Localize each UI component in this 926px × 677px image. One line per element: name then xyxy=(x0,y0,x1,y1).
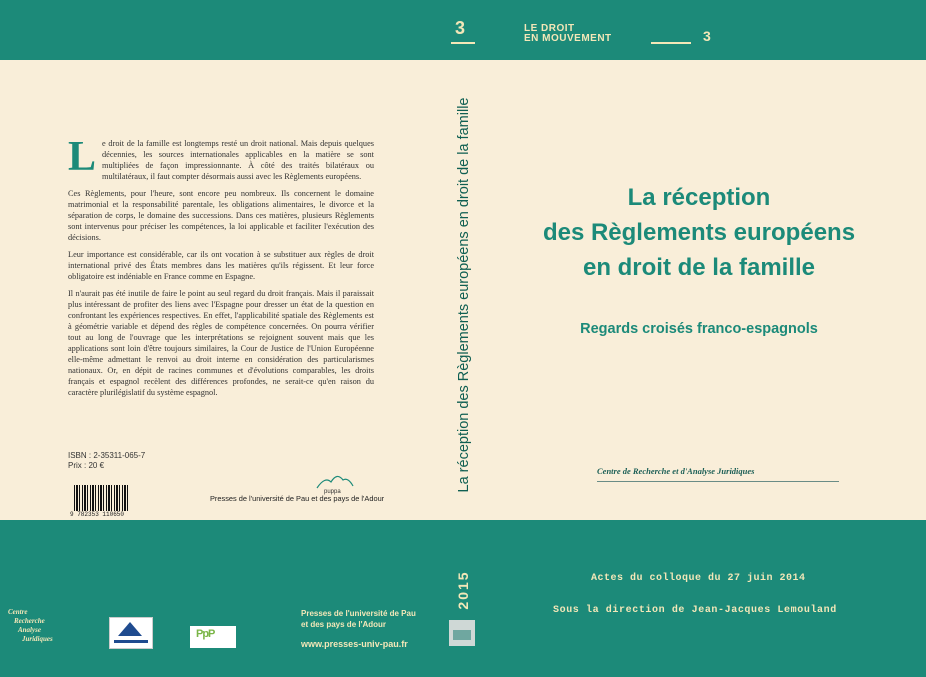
publisher-back: Presses de l'université de Pau et des pays de l'Adour xyxy=(210,494,385,503)
back-paragraph-3: Leur importance est considérable, car ils ont vocation à se substituer aux règles de droit international privé des États membres dans les matières qu'ils régissent. Et leur force obligatoire est indéniable en France comme en Espagne. xyxy=(68,250,374,281)
university-logo xyxy=(109,617,153,649)
paragraph-1-text: e droit de la famille est longtemps resté un droit national. Mais depuis quelques décennies, les sources internationales applicables en la matière se sont multipliées de façon impressionnante. À côté des traités bilatéraux ou multilatéraux, il faut compter désormais aussi avec les Règlements européens. xyxy=(102,139,374,181)
publisher-url: www.presses-univ-pau.fr xyxy=(301,639,408,649)
back-paragraph-4: Il n'aurait pas été inutile de faire le point au seul regard du droit français. Mais il paraissait plus intéressant de profiter des liens avec l'Espagne pour dresser un état de la question en confrontant les expériences respectives. En effet, l'applicabilité spatiale des Règlements est à géométrie variable et dépend des règles de compétence concernées. On pourra vérifier tout au long de l'ouvrage que les interprétations se rejoignent souvent mais que les applications sont loin d'être toujours similaires, la Cour de Justice de l'Union Européenne elle-même admettant le renvoi au droit interne en considération des particularismes nationaux. Or, en dépit de racines communes et d'évolutions comparables, les droits français et espagnol recèlent des différences profondes, ne serait-ce qu'en raison du caractère plurilégislatif du système espagnol. xyxy=(68,289,374,397)
research-center-rule xyxy=(597,481,839,482)
title-line-1: La réception xyxy=(627,184,771,211)
series-logo-line1: LE DROIT xyxy=(524,23,575,34)
publisher-line-1: Presses de l'université de Pau xyxy=(301,609,416,618)
spine-logo xyxy=(449,620,475,646)
crej-logo xyxy=(8,608,53,644)
back-paragraph-2: Ces Règlements, pour l'heure, sont encore peu nombreux. Ils concernent le domaine matrimonial et la responsabilité parentale, les obligations alimentaires, le divorce et la séparation de corps, le domaine des successions. Dans ces matières, plusieurs Règlements sont intervenus pour préciser les compétences, la loi applicable et faciliter l'exécution des décisions. xyxy=(68,189,374,242)
isbn-block xyxy=(68,451,145,471)
series-logo-line2: EN MOUVEMENT xyxy=(524,33,612,44)
crej-logo-line1: Centre xyxy=(8,608,28,616)
spine-volume-number: 3 xyxy=(455,18,466,38)
crej-logo-line2: Recherche xyxy=(14,617,45,625)
title-line-2: des Règlements européens xyxy=(542,219,856,246)
series-logo xyxy=(524,24,612,44)
title-line-3: en droit de la famille xyxy=(582,254,816,281)
conference-proceedings: Actes du colloque du 27 juin 2014 xyxy=(591,573,806,584)
publisher-front xyxy=(301,608,416,630)
series-rule xyxy=(651,42,691,44)
university-logo-bar xyxy=(114,640,148,643)
research-center: Centre de Recherche et d'Analyse Juridiques xyxy=(597,466,755,476)
price: Prix : 20 € xyxy=(68,461,105,470)
editor-credit: Sous la direction de Jean-Jacques Lemouland xyxy=(553,605,837,616)
drop-cap: L xyxy=(68,134,97,180)
ppp-logo-text: PpP xyxy=(196,628,215,640)
barcode xyxy=(74,485,130,511)
spine-logo-mark xyxy=(453,630,471,640)
ppp-logo xyxy=(190,626,236,648)
spine-rule xyxy=(451,42,475,44)
series-volume-number: 3 xyxy=(703,28,711,44)
spine-year xyxy=(448,565,478,615)
spine-year-text: 2015 xyxy=(455,570,471,610)
crej-logo-line3: Analyse xyxy=(18,626,41,634)
back-cover-text xyxy=(68,134,374,404)
spine-title-text: La réception des Règlements européens en droit de la famille xyxy=(456,97,472,493)
isbn: ISBN : 2-35311-065-7 xyxy=(68,451,146,460)
barcode-number: 9 782353 110650 xyxy=(70,511,125,518)
book-title xyxy=(540,180,858,285)
spine-title xyxy=(449,97,479,493)
book-subtitle: Regards croisés franco-espagnols xyxy=(580,321,818,337)
puppa-label: puppa xyxy=(324,489,341,495)
crej-logo-line4: Juridiques xyxy=(22,635,53,643)
university-logo-mark xyxy=(118,622,142,636)
back-paragraph-1 xyxy=(68,134,374,182)
publisher-line-2: et des pays de l'Adour xyxy=(301,620,387,629)
